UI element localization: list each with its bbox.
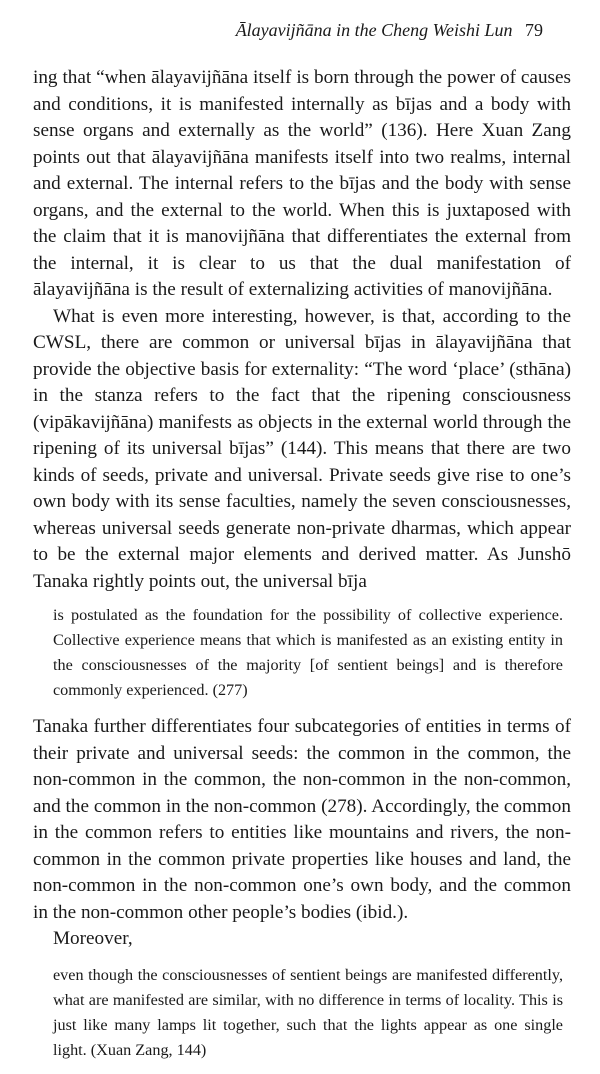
paragraph-3: Tanaka further differentiates four subcategories of entities in terms of their private and universal seeds: the common in the common, the non-common in the common, the non-common in the non-common, and the common in the non-common (278). Accordingly, the common in the common refers to entities like mountains and rivers, the non-common in the common private properties like houses and land, the non-common in the non-common one’s own body, and the common in the non-common other people’s bodies (ibid.). bbox=[33, 716, 571, 923]
paragraph-4: Moreover, bbox=[53, 928, 133, 949]
block-quote-xuan-zang: even though the consciousnesses of sentient beings are manifested differently, what are manifested are similar, with no difference in terms of locality. This is just like many lamps lit together, such that the lights appear as one single light. (Xuan Zang, 144) bbox=[53, 965, 563, 1059]
running-head bbox=[33, 18, 571, 42]
paragraph-2: What is even more interesting, however, is that, according to the CWSL, there are common or universal bījas in ālayavijñāna that provide the objective basis for externality: “The word ‘place’ (sthāna) in the stanza refers to the fact that the ripening consciousness (vipākavijñāna) manifests as objects in the external world through the ripening of its universal bījas” (144). This means that there are two kinds of seeds, private and universal. Private seeds give rise to one’s own body with its sense faculties, namely the seven consciousnesses, whereas universal seeds generate non-private dharmas, which appear to be the external major elements and derived matter. As Junshō Tanaka rightly points out, the universal bīja bbox=[33, 305, 571, 592]
block-quote-tanaka: is postulated as the foundation for the possibility of collective experience. Collective experience means that which is manifested as an existing entity in the consciousnesses of the majority [of sentient beings] and is therefore commonly experienced. (277) bbox=[53, 606, 563, 699]
running-head-title: Ālayavijñāna in the Cheng Weishi Lun bbox=[235, 20, 513, 40]
paragraph-1: ing that “when ālayavijñāna itself is born through the power of causes and conditions, it is manifested internally as bījas and a body with sense organs and externally as the world” (136). Here Xuan Zang points out that ālayavijñāna manifests itself into two realms, internal and external. The internal refers to the bījas and the body with sense organs, and the external to the world. When this is juxtaposed with the claim that it is manovijñāna that differentiates the external from the internal, it is clear to us that the dual manifestation of ālayavijñāna is the result of externalizing activities of manovijñāna. bbox=[33, 67, 571, 300]
page-number: 79 bbox=[525, 20, 543, 40]
book-page bbox=[33, 18, 571, 1074]
